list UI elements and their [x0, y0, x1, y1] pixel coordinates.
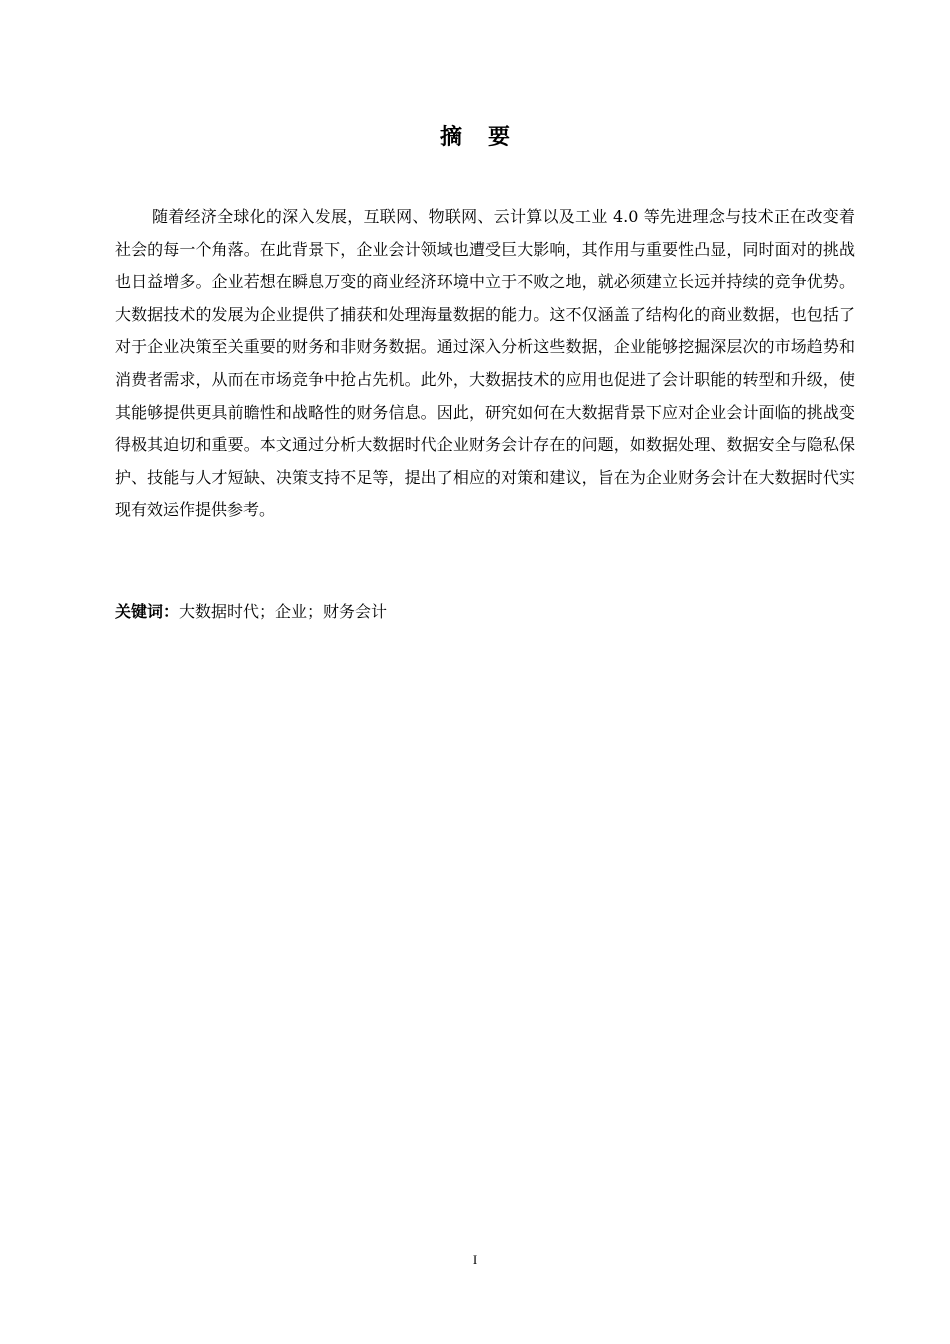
abstract-title-char-1: 摘: [439, 125, 462, 150]
keywords-label: 关键词：: [115, 602, 180, 621]
abstract-title: [0, 122, 950, 154]
keywords-value: 大数据时代；企业；财务会计: [179, 602, 388, 621]
page-number: I: [472, 1252, 478, 1267]
abstract-title-char-2: 要: [488, 125, 511, 150]
keywords-line: [115, 597, 387, 627]
abstract-paragraph: 随着经济全球化的深入发展，互联网、物联网、云计算以及工业 4.0 等先进理念与技术正在改变着社会的每一个角落。在此背景下，企业会计领域也遭受巨大影响，其作用与重要性凸显，同时面对的挑战也日益增多。企业若想在瞬息万变的商业经济环境中立于不败之地，就必须建立长远并持续的竞争优势。大数据技术的发展为企业提供了捕获和处理海量数据的能力。这不仅涵盖了结构化的商业数据，也包括了对于企业决策至关重要的财务和非财务数据。通过深入分析这些数据，企业能够挖掘深层次的市场趋势和消费者需求，从而在市场竞争中抢占先机。此外，大数据技术的应用也促进了会计职能的转型和升级，使其能够提供更具前瞻性和战略性的财务信息。因此，研究如何在大数据背景下应对企业会计面临的挑战变得极其迫切和重要。本文通过分析大数据时代企业财务会计存在的问题，如数据处理、数据安全与隐私保护、技能与人才短缺、决策支持不足等，提出了相应的对策和建议，旨在为企业财务会计在大数据时代实现有效运作提供参考。: [115, 207, 855, 520]
